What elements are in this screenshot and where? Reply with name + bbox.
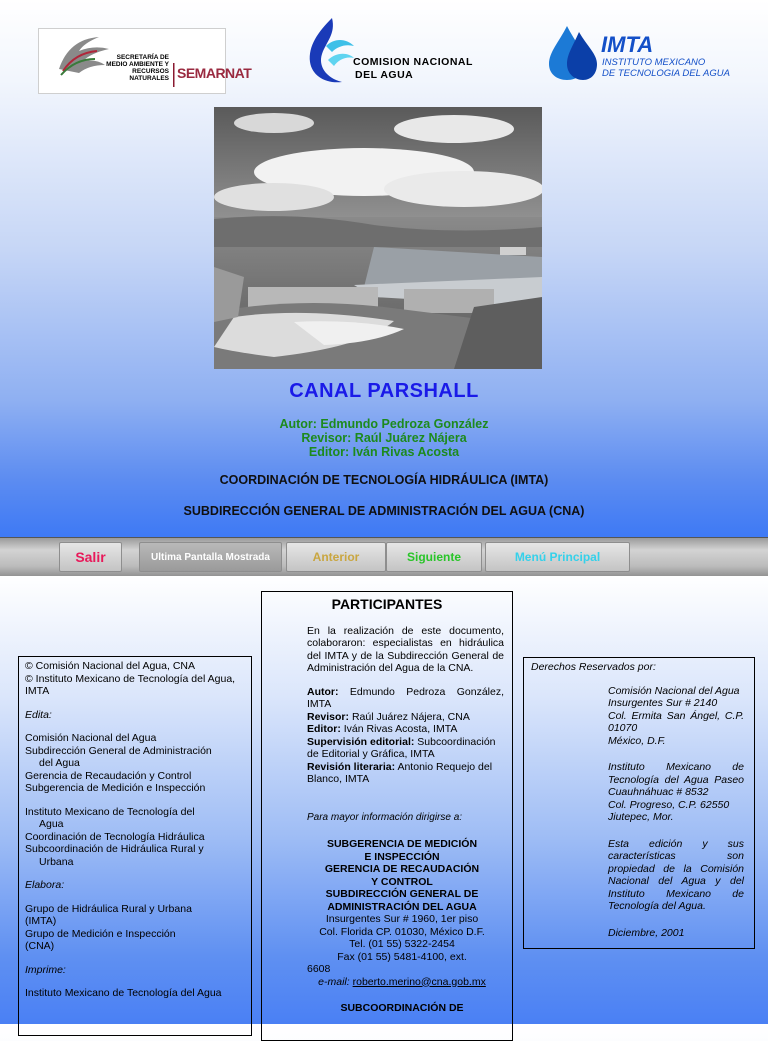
participants-list <box>270 686 504 786</box>
rights-box <box>523 657 755 949</box>
subcoordination-heading: SUBCOORDINACIÓN DE <box>340 1002 464 1014</box>
fax: Fax (01 55) 5481-4100, ext. <box>337 950 467 963</box>
semarnat-logo <box>38 28 252 94</box>
rights-statement: Esta edición y sus características son propiedad de la Comisión Nacional del Agua y del Instituto Mexicano de Tecnología del Agua. <box>608 837 744 912</box>
previous-button[interactable]: Anterior <box>286 542 386 572</box>
contact-org <box>270 838 504 913</box>
last-screen-button[interactable]: Ultima Pantalla Mostrada <box>139 542 282 572</box>
email-link[interactable]: roberto.merino@cna.gob.mx <box>352 975 486 988</box>
elabora-label: Elabora: <box>25 879 65 891</box>
rights-line: Comisión Nacional del Agua <box>608 684 740 697</box>
water-drop-icon <box>545 22 599 82</box>
revisor-value: Raúl Juárez Nájera, CNA <box>351 710 470 723</box>
autor-label: Autor: <box>307 685 339 698</box>
cna-text <box>353 56 473 82</box>
copyright-imta: © Instituto Mexicano de Tecnología del Agua, IMTA <box>25 672 236 697</box>
participants-intro: En la realización de este documento, colaboraron: especialistas en hidráulica del IMTA y de la Subdirección General de Administración del Agua de la CNA. <box>307 624 504 674</box>
address-line: Col. Florida CP. 01030, México D.F. <box>319 925 485 938</box>
cna-line1: COMISION NACIONAL <box>353 56 473 68</box>
semarnat-text <box>101 54 169 82</box>
rights-label: Derechos Reservados por: <box>531 661 656 673</box>
org-line: GERENCIA DE RECAUDACIÓN <box>324 863 480 875</box>
org-line: Y CONTROL <box>371 875 433 888</box>
next-button[interactable]: Siguiente <box>386 542 482 572</box>
reviewer-credit: Revisor: Raúl Juárez Nájera <box>301 431 467 445</box>
semarnat-name: SEMARNAT <box>177 65 252 81</box>
main-menu-button[interactable]: Menú Principal <box>485 542 630 572</box>
imta-line2: DE TECNOLOGIA DEL AGUA <box>602 68 730 79</box>
rights-line: Jiutepec, Mor. <box>608 811 674 823</box>
rights-content <box>531 685 747 940</box>
imta-line1: INSTITUTO MEXICANO <box>602 57 706 68</box>
rights-line: Col. Ermita San Ángel, C.P. 01070 <box>608 709 744 734</box>
editor-value: Iván Rivas Acosta, IMTA <box>343 723 458 735</box>
literary-review-label: Revisión literaria: <box>307 760 396 773</box>
edita-item: Subgerencia de Medición e Inspección <box>25 782 206 794</box>
edita-item: Agua <box>39 818 64 830</box>
org-line: ADMINISTRACIÓN DEL AGUA <box>327 900 477 913</box>
email-label: e-mail: <box>318 975 350 988</box>
edita-item: Coordinación de Tecnología Hidráulica <box>25 830 205 843</box>
edita-item: del Agua <box>39 757 80 769</box>
editor-label: Editor: <box>307 723 341 735</box>
imprime-label: Imprime: <box>25 963 66 976</box>
semarnat-line1: SECRETARÍA DE <box>116 54 169 61</box>
edita-item: Subcoordinación de Hidráulica Rural y <box>25 843 204 855</box>
semarnat-line2: MEDIO AMBIENTE Y <box>106 61 169 68</box>
editor-credit: Editor: Iván Rivas Acosta <box>308 445 460 459</box>
copyright-box <box>18 656 252 1036</box>
canal-photo <box>214 107 542 369</box>
participants-box <box>261 591 513 1041</box>
cna-logo <box>306 16 496 86</box>
parshall-flume-photo <box>214 107 542 369</box>
org-line: SUBDIRECCIÓN GENERAL DE <box>325 888 479 900</box>
rights-line: Col. Progreso, C.P. 62550 <box>608 798 730 811</box>
revisor-label: Revisor: <box>307 710 350 723</box>
rights-line: Insurgentes Sur # 2140 <box>608 697 718 709</box>
cna-line2: DEL AGUA <box>355 69 414 81</box>
info-label: Para mayor información dirigirse a: <box>307 811 463 823</box>
coordination-imta: COORDINACIÓN DE TECNOLOGÍA HIDRÁULICA (IMTA) <box>219 473 549 487</box>
participants-title: PARTICIPANTES <box>331 596 443 612</box>
contact-address <box>270 913 504 963</box>
edita-item: Comisión Nacional del Agua <box>25 732 157 744</box>
edita-label: Edita: <box>25 708 52 721</box>
subdirection-cna: SUBDIRECCIÓN GENERAL DE ADMINISTRACIÓN DEL AGUA (CNA) <box>183 504 585 518</box>
elabora-item: (CNA) <box>25 940 55 952</box>
edita-item: Gerencia de Recaudación y Control <box>25 769 192 782</box>
imprime-item: Instituto Mexicano de Tecnología del Agua <box>25 987 222 999</box>
author-credit: Autor: Edmundo Pedroza González <box>279 417 489 431</box>
edita-item: Subdirección General de Administración <box>25 744 212 757</box>
edita-item: Instituto Mexicano de Tecnología del <box>25 805 195 818</box>
elabora-item: (IMTA) <box>25 915 57 927</box>
rights-line: Instituto Mexicano de Tecnología del Agua Paseo Cuauhnáhuac # 8532 <box>608 761 744 798</box>
exit-button[interactable]: Salir <box>59 542 122 572</box>
navigation-bar <box>0 537 768 579</box>
rights-date: Diciembre, 2001 <box>608 926 685 939</box>
imta-name: IMTA <box>601 32 654 57</box>
autor-value: Edmundo Pedroza González, IMTA <box>307 685 504 710</box>
imta-logo <box>545 22 745 82</box>
copyright-cna: © Comisión Nacional del Agua, CNA <box>25 660 195 672</box>
imta-text <box>602 57 730 79</box>
supervision-label: Supervisión editorial: <box>307 735 415 748</box>
rights-line: México, D.F. <box>608 734 666 747</box>
elabora-item: Grupo de Medición e Inspección <box>25 927 176 940</box>
edita-item: Urbana <box>39 855 74 868</box>
address-line: Insurgentes Sur # 1960, 1er piso <box>325 913 479 925</box>
phone: Tel. (01 55) 5322-2454 <box>349 938 455 950</box>
water-wave-icon <box>306 16 356 86</box>
elabora-item: Grupo de Hidráulica Rural y Urbana <box>25 902 192 915</box>
page-title: CANAL PARSHALL <box>289 380 479 402</box>
semarnat-line3: RECURSOS NATURALES <box>129 68 169 82</box>
org-line: E INSPECCIÓN <box>364 850 440 863</box>
literary-review-value: Antonio Requejo del Blanco, IMTA <box>307 760 493 785</box>
fax-ext: 6608 <box>307 963 331 975</box>
org-line: SUBGERENCIA DE MEDICIÓN <box>326 838 478 850</box>
supervision-value: Subcoordinación de Editorial y Gráfica, IMTA <box>307 735 496 760</box>
